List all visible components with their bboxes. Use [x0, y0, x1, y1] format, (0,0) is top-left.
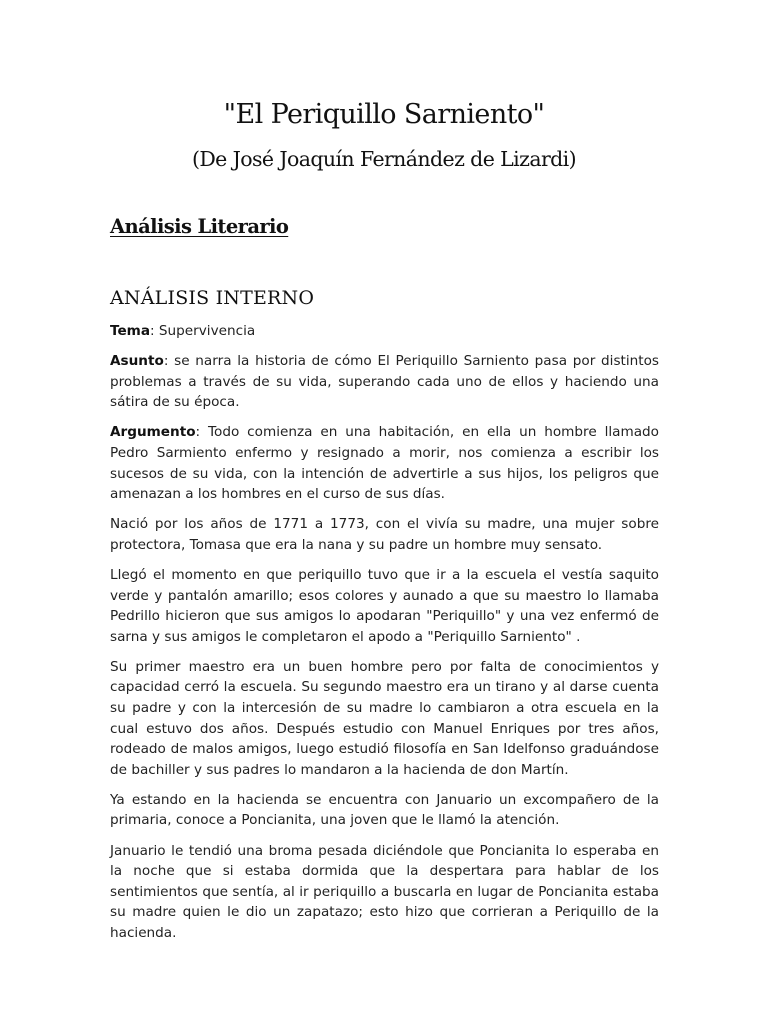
paragraph-argumento	[110, 422, 659, 504]
paragraph-label: Asunto	[110, 353, 164, 370]
paragraph	[110, 790, 659, 831]
paragraph-text: : Supervivencia	[150, 323, 256, 339]
paragraph	[110, 565, 659, 647]
paragraph-text: Januario le tendió una broma pesada diciéndole que Poncianita lo esperaba en la noche que si estaba dormida que la despertara para hablar de los sentimientos que sentía, al ir periquillo a buscarla en lugar de Poncianita estaba su madre quien le dio un zapatazo; esto hizo que corrieran a Periquillo de la hacienda.	[110, 842, 659, 941]
paragraph-tema	[110, 321, 659, 342]
paragraph	[110, 657, 659, 781]
paragraph-asunto	[110, 351, 659, 413]
paragraph-text: Su primer maestro era un buen hombre pero por falta de conocimientos y capacidad cerró la escuela. Su segundo maestro era un tirano y al darse cuenta su padre y con la intercesión de su madre lo cambiaron a otra escuela en la cual estuvo dos años. Después estudio con Manuel Enriques por tres años, rodeado de malos amigos, luego estudió filosofía en San Idelfonso graduándose de bachiller y sus padres lo mandaron a la hacienda de don Martín.	[110, 658, 659, 778]
section-heading: Análisis Literario	[110, 215, 289, 238]
document-body	[110, 321, 659, 953]
paragraph-text: Llegó el momento en que periquillo tuvo que ir a la escuela el vestía saquito verde y pantalón amarillo; esos colores y aunado a que su maestro lo llamaba Pedrillo hicieron que sus amigos lo apodaran "Periquillo" y una vez enfermó de sarna y sus amigos le completaron el apodo a "Periquillo Sarniento" .	[110, 566, 659, 645]
paragraph	[110, 841, 659, 944]
paragraph-text: Ya estando en la hacienda se encuentra con Januario un excompañero de la primaria, conoce a Poncianita, una joven que le llamó la atención.	[110, 791, 659, 829]
paragraph-text: Nació por los años de 1771 a 1773, con el vivía su madre, una mujer sobre protectora, Tomasa que era la nana y su padre un hombre muy sensato.	[110, 516, 659, 553]
paragraph-label: Tema	[110, 323, 151, 339]
paragraph-text: : Todo comienza en una habitación, en ella un hombre llamado Pedro Sarmiento enfermo y resignado a morir, nos comienza a escribir los sucesos de su vida, con la intención de advertirle a sus hijos, los peligros que amenazan a los hombres en el curso de sus días.	[110, 424, 659, 503]
paragraph-text: : se narra la historia de cómo El Periquillo Sarniento pasa por distintos problemas a través de su vida, superando cada uno de ellos y haciendo una sátira de su época.	[110, 353, 659, 411]
paragraph-label: Argumento	[110, 424, 196, 441]
document-title: "El Periquillo Sarniento"	[223, 99, 545, 130]
paragraph	[110, 514, 659, 555]
subsection-heading: ANÁLISIS INTERNO	[110, 287, 315, 309]
document-subtitle: (De José Joaquín Fernández de Lizardi)	[191, 147, 577, 171]
